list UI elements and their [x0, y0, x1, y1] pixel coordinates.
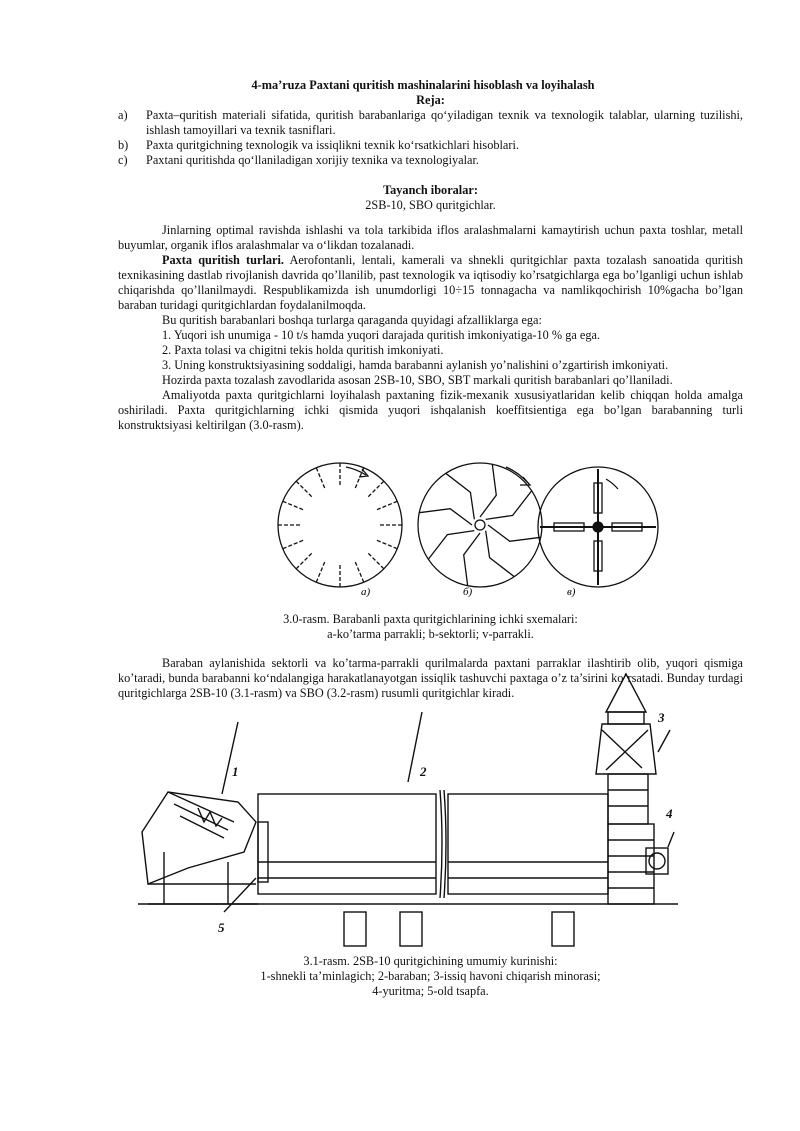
plan-item-text: Paxta–quritish materiali sifatida, quritish barabanlariga qo‘yiladigan texnik va texnologik talablar, ularning tuzilishi, ishlash tamoyillari va texnik tasniflari. [146, 108, 743, 137]
paragraph-advantages: Bu quritish barabanlari boshqa turlarga qaraganda quyidagi afzalliklarga ega: [162, 313, 542, 327]
keywords-heading: Tayanch iboralar: [383, 183, 478, 197]
paragraph-intro: Jinlarning optimal ravishda ishlashi va tola tarkibida iflos aralashmalarni kamaytirish uchun paxta toshlar, metall buyumlar, organik iflos aralashmalar va o‘likdan tozalanadi. [118, 223, 743, 252]
document-page [118, 78, 743, 701]
plan-item-mark: a) [118, 108, 128, 122]
plan-item [118, 153, 743, 168]
paragraph-drying-types [118, 253, 743, 313]
list-item: 3. Uning konstruktsiyasining soddaligi, hamda barabanni aylanish yo’nalishini o’zgartirish imkoniyati. [162, 358, 669, 372]
callout-3: 3 [658, 710, 665, 725]
plan-item [118, 108, 743, 138]
front-trunnion-icon [224, 822, 268, 912]
keywords-text: 2SB-10, SBO quritgichlar. [365, 198, 496, 212]
callout-1: 1 [232, 764, 239, 779]
drum-body-icon [258, 790, 608, 898]
drum-schemes-drawing [118, 447, 743, 602]
screw-feeder-icon [142, 722, 258, 904]
figure-2sb10-dryer [128, 672, 688, 952]
figure2-caption-legend-2: 4-yuritma; 5-old tsapfa. [372, 984, 489, 998]
figure-caption: 3.0-rasm. Barabanli paxta quritgichlarining ichki sxemalari: [283, 612, 578, 626]
drive-icon [646, 832, 674, 874]
dryer-drawing [128, 672, 688, 952]
drum-b-icon [418, 463, 542, 587]
callout-5: 5 [218, 920, 225, 935]
plan-list [118, 108, 743, 168]
list-item: 1. Yuqori ish unumiga - 10 t/s hamda yuqori darajada quritish imkoniyatiga-10 % ga ega. [162, 328, 601, 342]
figure2-caption-title: 3.1-rasm. 2SB-10 quritgichining umumiy kurinishi: [303, 954, 558, 968]
fig-label-a: a) [361, 586, 371, 598]
drum-c-icon [538, 467, 658, 587]
plan-item [118, 138, 743, 153]
figure-drum-schemes [118, 447, 743, 602]
paragraph-factories: Hozirda paxta tozalash zavodlarida asosan 2SB-10, SBO, SBT markali quritish barabanlari qo’llaniladi. [162, 373, 673, 387]
exhaust-tower-icon [596, 674, 670, 824]
plan-item-mark: c) [118, 153, 128, 167]
list-item: 2. Paxta tolasi va chigitni tekis holda quritish imkoniyati. [162, 343, 444, 357]
plan-item-text: Paxta quritgichning texnologik va issiqlikni texnik ko‘rsatkichlari hisoblari. [146, 138, 519, 152]
fig-label-b: б) [463, 586, 473, 598]
callout-2: 2 [420, 764, 427, 779]
plan-item-mark: b) [118, 138, 129, 152]
drum-a-icon [278, 463, 402, 587]
figure2-caption [118, 954, 743, 999]
figure-caption-legend: a-ko’tarma parrakli; b-sektorli; v-parrakli. [327, 627, 534, 641]
paragraph-lead: Paxta quritish turlari. [162, 253, 284, 267]
paragraph-design: Amaliyotda paxta quritgichlarni loyihalash paxtaning fizik-mexanik xususiyatlaridan kelib chiqqan holda amalga oshiriladi. Paxta quritgichlarning ichki qismida yuqori ishqalanish koeffitsientiga ega bo’lgan barabanning turli konstruktsiyasi keltirilgan (3.0-rasm). [118, 388, 743, 432]
figure2-caption-legend-1: 1-shnekli ta’minlagich; 2-baraban; 3-issiq havoni chiqarish minorasi; [260, 969, 601, 983]
fig-label-c: в) [567, 586, 576, 598]
plan-heading: Reja: [416, 93, 445, 107]
paragraph-body: Aerofontanli, lentali, kamerali va shnekli quritgichlar paxta tozalash sanoatida quritish texnikasining dastlab rivojlanish davrida qo’llanilib, past texnologik va iqtisodiy ko’rsatgichlarga ega bo’lganligi uchun ishlab chiqarishda qo’llanilmaydi. Respublikamizda ish unumdorligi 10÷15 tonnagacha va namlikqochirish 10%gacha bo’lgan baraban turidagi quritgichlardan foydalanilmoqda. [118, 253, 744, 312]
lecture-title: 4-ma’ruza Paxtani quritish mashinalarini hisoblash va loyihalash [251, 78, 595, 92]
callout-4: 4 [666, 806, 673, 821]
plan-item-text: Paxtani quritishda qo‘llaniladigan xorijiy texnika va texnologiyalar. [146, 153, 479, 167]
paragraph-operation: Baraban aylanishida sektorli va ko’tarma-parrakli qurilmalarda paxtani parraklar ilashtirib olib, yuqori qismiga ko’taradi, bunda barabanni ko‘ndalangiga harakatlanayotgan issiqlik tashuvchi paxtaga o’z ta’sirini ko’rsatadi. Bunday turdagi quritgichlarga 2SB-10 (3.1-rasm) va SBO (3.2-rasm) rusumli quritgichlar kiradi. [118, 656, 743, 700]
